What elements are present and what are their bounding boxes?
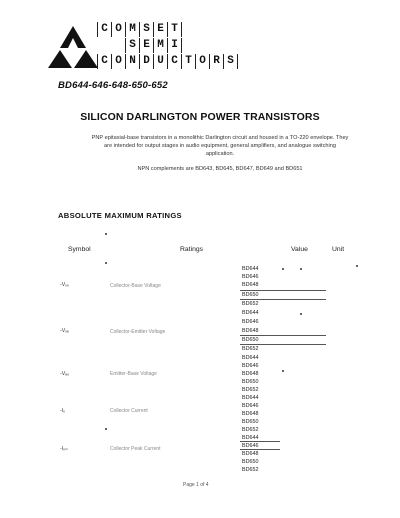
device-cell: BD652: [242, 427, 259, 433]
device-cell: BD648: [242, 371, 259, 377]
device-cell: BD650: [242, 337, 259, 343]
wordmark-letter: M: [153, 38, 167, 53]
device-cell: BD644: [242, 266, 259, 272]
document-title: SILICON DARLINGTON POWER TRANSISTORS: [80, 111, 320, 123]
row-divider: [240, 449, 280, 450]
wordmark-letter: N: [125, 54, 139, 69]
device-cell: BD644: [242, 435, 259, 441]
wordmark-letter: O: [195, 54, 209, 69]
part-numbers-heading: BD644-646-648-650-652: [58, 80, 168, 91]
symbol-cell: -Vₓₒ: [60, 282, 69, 288]
symbol-cell: -Iₓ: [60, 408, 65, 414]
wordmark-letter: E: [153, 22, 167, 37]
wordmark-letter: C: [167, 54, 181, 69]
device-cell: BD652: [242, 301, 259, 307]
wordmark-letter: T: [181, 54, 195, 69]
parameter-cell: Collector-Emitter Voltage: [110, 329, 166, 335]
device-cell: BD648: [242, 282, 259, 288]
parameter-cell: Collector-Base Voltage: [110, 283, 161, 289]
device-cell: BD646: [242, 274, 259, 280]
symbol-cell: -Vₓₑ: [60, 328, 69, 334]
row-divider: [240, 299, 326, 300]
wordmark-letter: I: [167, 38, 182, 53]
wordmark-letter: C: [97, 22, 111, 37]
wordmark-letter: O: [111, 54, 125, 69]
symbol-cell: -Vₑₒ: [60, 371, 70, 377]
parameter-cell: Emitter-Base Voltage: [110, 371, 157, 377]
row-divider: [240, 441, 280, 442]
wordmark-letter: O: [111, 22, 125, 37]
device-cell: BD652: [242, 346, 259, 352]
scan-speck: [282, 370, 284, 372]
device-cell: BD652: [242, 387, 259, 393]
wordmark-letter: R: [209, 54, 223, 69]
row-divider: [240, 344, 326, 345]
device-cell: BD650: [242, 459, 259, 465]
row-divider: [240, 290, 326, 291]
wordmark-row-2: [125, 38, 182, 53]
scan-speck: [356, 265, 358, 267]
device-cell: BD646: [242, 403, 259, 409]
device-cell: BD650: [242, 292, 259, 298]
header-unit: Unit: [332, 246, 345, 253]
wordmark-row-3: [97, 54, 238, 69]
symbol-cell: -Iₓₘ: [60, 446, 69, 452]
wordmark-letter: E: [139, 38, 153, 53]
page-number: Page 1 of 4: [183, 482, 209, 488]
parameter-cell: Collector Current: [110, 408, 148, 414]
wordmark-letter: U: [153, 54, 167, 69]
device-cell: BD652: [242, 467, 259, 473]
parameter-cell: Collector Peak Current: [110, 446, 161, 452]
scan-speck: [105, 428, 107, 430]
scan-speck: [105, 262, 107, 264]
wordmark-letter: S: [223, 54, 238, 69]
row-divider: [240, 335, 326, 336]
wordmark-row-1: [97, 22, 182, 37]
device-cell: BD650: [242, 419, 259, 425]
device-cell: BD646: [242, 443, 259, 449]
scan-speck: [300, 313, 302, 315]
device-cell: BD650: [242, 379, 259, 385]
device-cell: BD648: [242, 451, 259, 457]
header-value: Value: [291, 246, 308, 253]
wordmark-letter: C: [97, 54, 111, 69]
section-title: ABSOLUTE MAXIMUM RATINGS: [58, 211, 182, 220]
device-cell: BD644: [242, 310, 259, 316]
wordmark-letter: T: [167, 22, 182, 37]
wordmark-letter: S: [139, 22, 153, 37]
wordmark-letter: M: [125, 22, 139, 37]
wordmark-letter: S: [125, 38, 139, 53]
device-cell: BD648: [242, 411, 259, 417]
header-ratings: Ratings: [180, 246, 204, 253]
company-logo-icon: [46, 24, 100, 70]
device-cell: BD646: [242, 319, 259, 325]
device-cell: BD644: [242, 395, 259, 401]
product-description: PNP epitaxial-base transistors in a monolithic Darlington circuit and housed in a TO-220 envelope. They are intended for output stages in audio equipment, general amplifiers, and analogue switching application.: [91, 135, 349, 157]
wordmark-letter: D: [139, 54, 153, 69]
header-symbol: Symbol: [68, 246, 91, 253]
device-cell: BD648: [242, 328, 259, 334]
scan-speck: [300, 268, 302, 270]
complements-note: NPN complements are BD643, BD645, BD647, BD649 and BD651: [137, 166, 303, 172]
device-cell: BD646: [242, 363, 259, 369]
scan-speck: [105, 233, 107, 235]
scan-speck: [282, 268, 284, 270]
device-cell: BD644: [242, 355, 259, 361]
